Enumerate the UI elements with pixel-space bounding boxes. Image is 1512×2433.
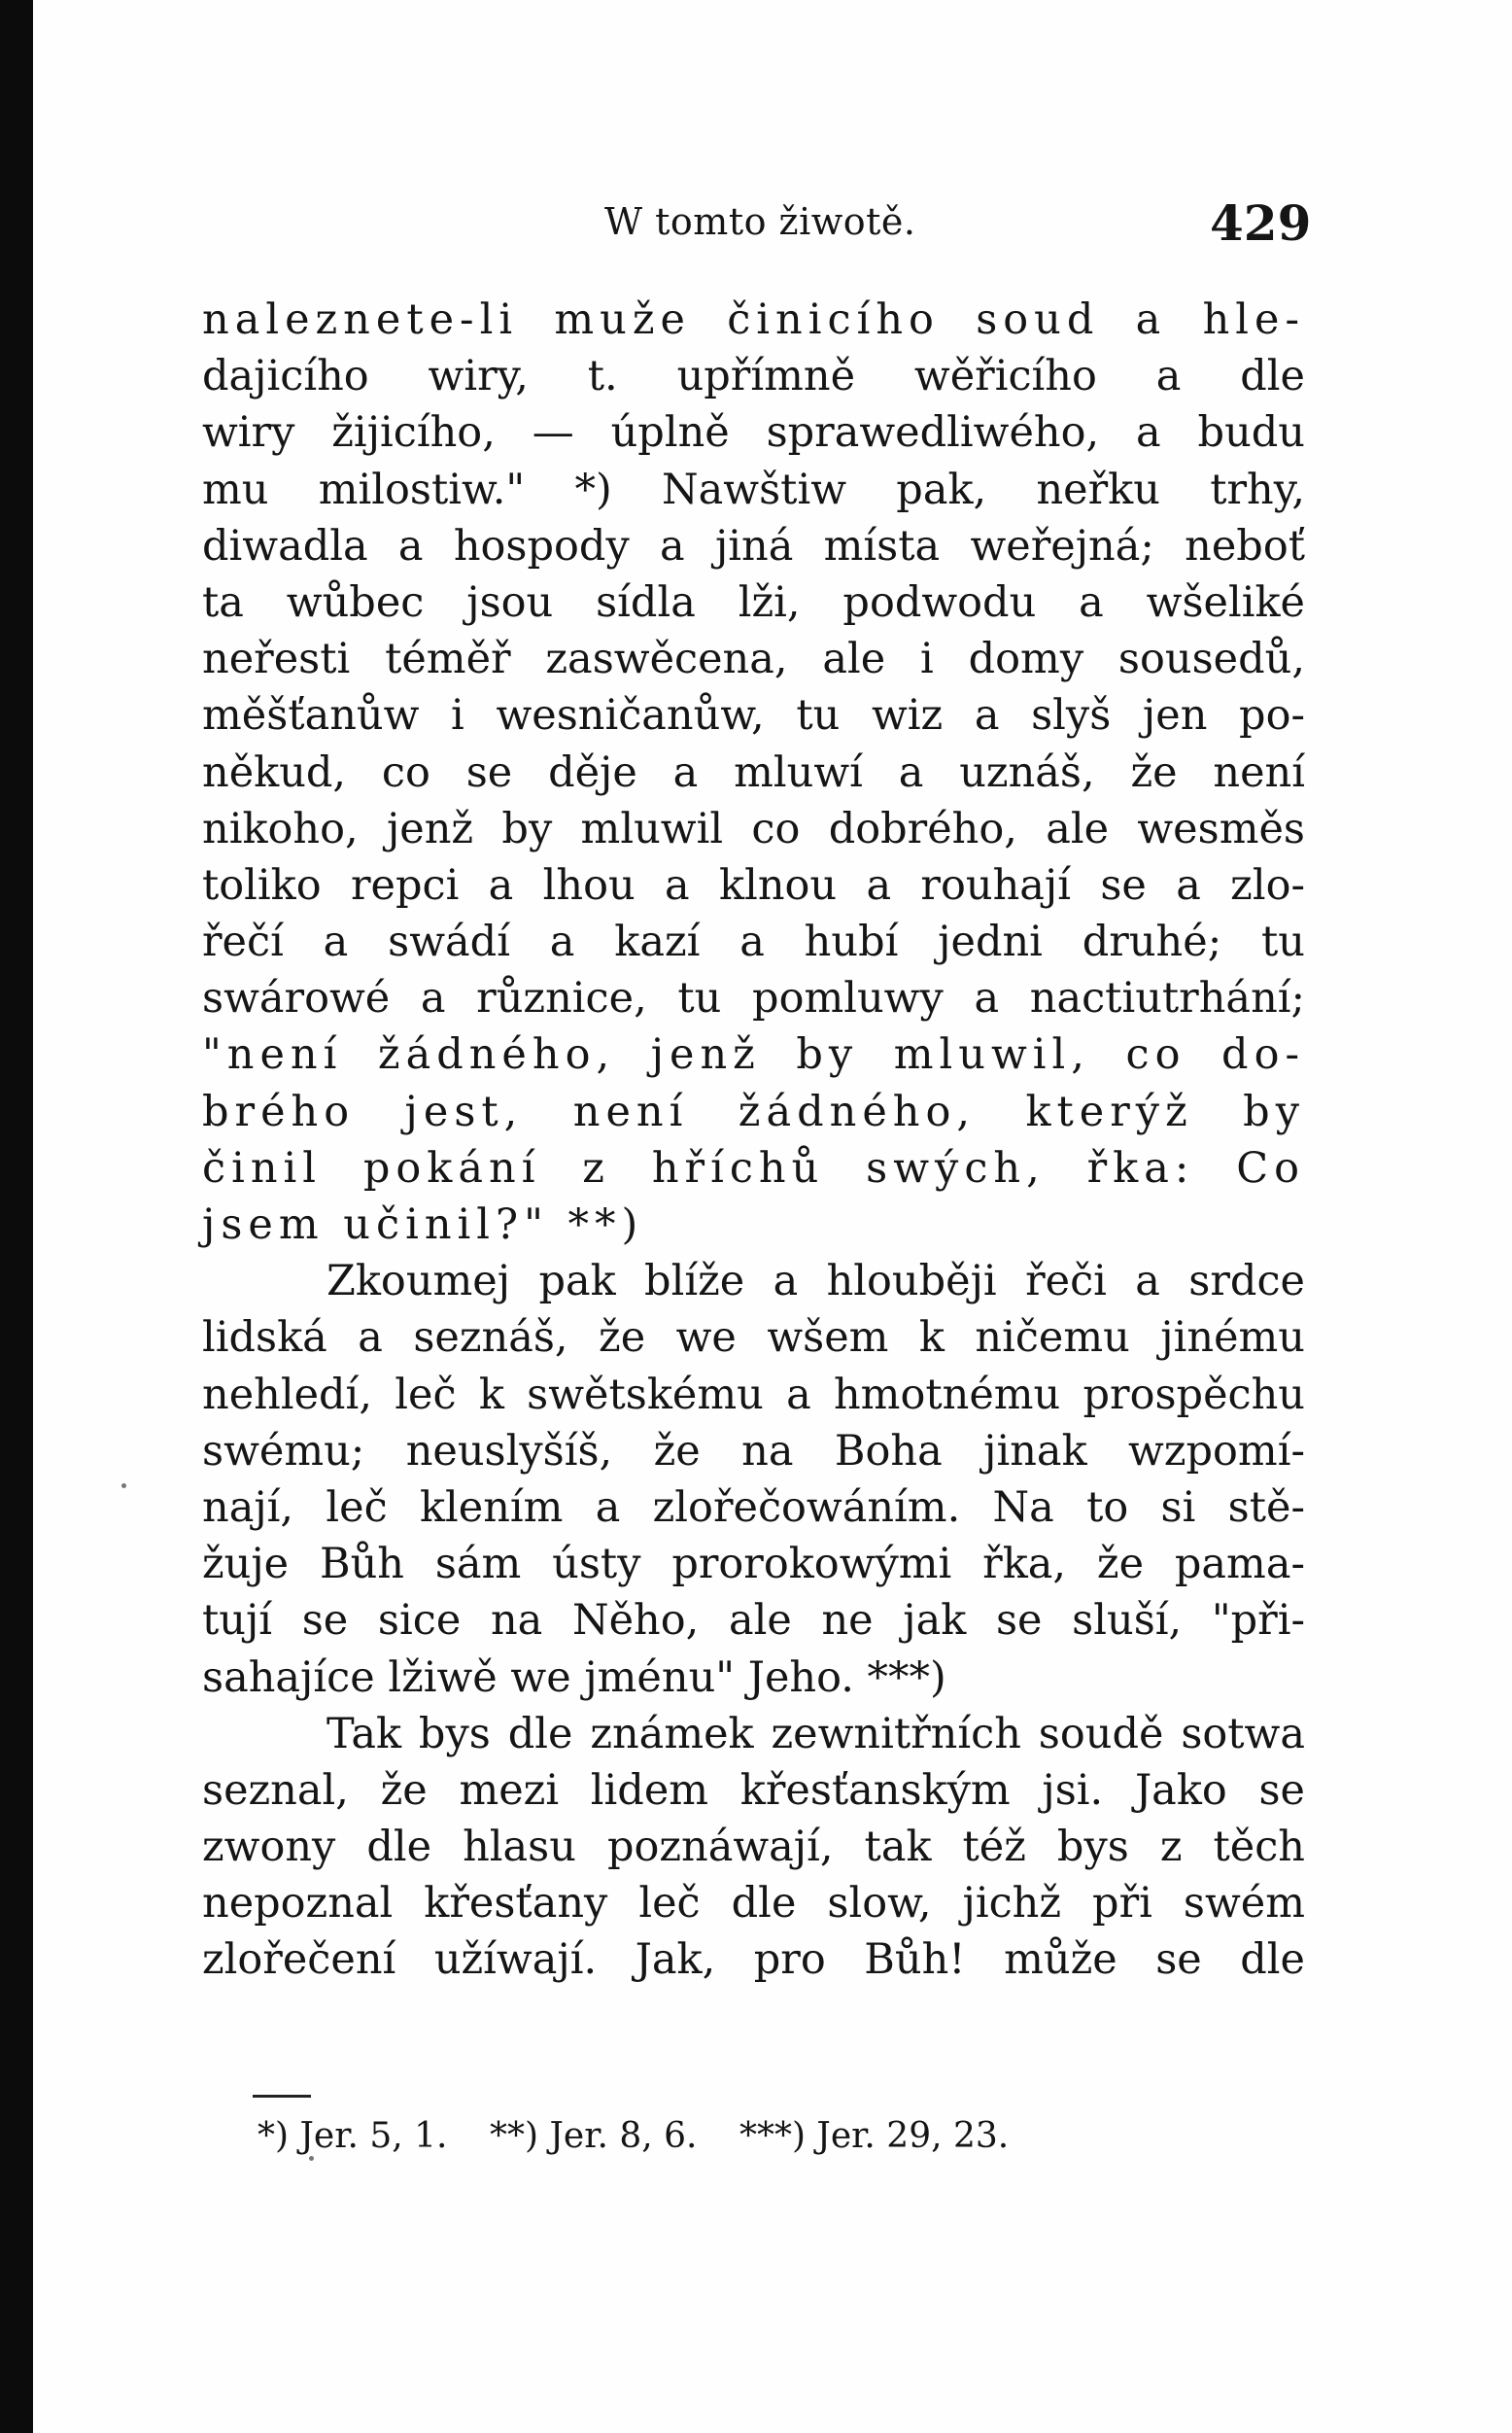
body-text [202,292,1305,1989]
text-line: žuje Bůh sám ústy prorokowými řka, že pama- [202,1540,1305,1589]
text-line: řečí a swádí a kazí a hubí jedni druhé; tu [202,918,1305,967]
text-line: mu milostiw." *) Nawštiw pak, neřku trhy, [202,465,1305,514]
scan-speck [309,2156,314,2161]
text-line: toliko repci a lhou a klnou a rouhají se a zlo- [202,860,1305,910]
text-line: ta wůbec jsou sídla lži, podwodu a wšeliké [202,577,1305,627]
text-line: nepoznal křesťany leč dle slow, jichž při swém [202,1879,1305,1929]
text-line: seznal, že mezi lidem křesťanským jsi. Jako se [202,1765,1305,1815]
text-line: naleznete-li muže činicího soud a hle- [202,295,1305,344]
scan-edge-shadow [0,0,33,2433]
text-line: Zkoumej pak blíže a hlouběji řeči a srdce [326,1257,1305,1306]
footnote-2: **) Jer. 8, 6. [489,2116,698,2156]
text-line: nají, leč klením a zlořečowáním. Na to si stě- [202,1482,1305,1532]
text-line: diwadla a hospody a jiná místa weřejná; neboť [202,521,1305,571]
text-line: Tak bys dle známek zewnitřních soudě sotwa [326,1709,1305,1758]
text-line: nehledí, leč k swětskému a hmotnému prospěchu [202,1370,1305,1419]
scan-speck [121,1483,126,1488]
text-line: zlořečení užíwají. Jak, pro Bůh! může se dle [202,1935,1305,1985]
text-line: tují se sice na Něho, ale ne jak se sluší, "při- [202,1596,1305,1646]
text-line: wiry žijicího, — úplně sprawedliwého, a budu [202,408,1305,458]
footnotes [258,2107,1132,2166]
text-line: nikoho, jenž by mluwil co dobrého, ale wesměs [202,804,1305,853]
text-line: zwony dle hlasu poznáwají, tak též bys z těch [202,1823,1305,1872]
text-line: někud, co se děje a mluwí a uznáš, že není [202,747,1305,797]
text-line: swárowé a různice, tu pomluwy a nactiutrhání; [202,974,1305,1024]
text-line: neřesti téměř zaswěcena, ale i domy sousedů, [202,635,1305,684]
page-number: 429 [1210,194,1312,252]
text-line: měšťanůw i wesničanůw, tu wiz a slyš jen po- [202,691,1305,741]
text-line: jsem učinil?" **) [202,1200,644,1249]
footnote-rule [253,2095,311,2098]
footnote-3: ***) Jer. 29, 23. [739,2116,1010,2156]
footnote-1: *) Jer. 5, 1. [258,2116,448,2156]
text-line: sahajíce lžiwě we jménu" Jeho. ***) [202,1652,946,1702]
text-line: činil pokání z hříchů swých, řka: Co [202,1143,1305,1193]
running-head: W tomto žiwotě. [604,200,916,243]
text-line: "není žádného, jenž by mluwil, co do- [202,1030,1305,1080]
text-line: brého jest, není žádného, kterýž by [202,1087,1305,1136]
text-line: dajicího wiry, t. upřímně wěřicího a dle [202,352,1305,401]
text-line: swému; neuslyšíš, že na Boha jinak wzpomí- [202,1426,1305,1476]
text-line: lidská a seznáš, že we wšem k ničemu jinému [202,1313,1305,1363]
